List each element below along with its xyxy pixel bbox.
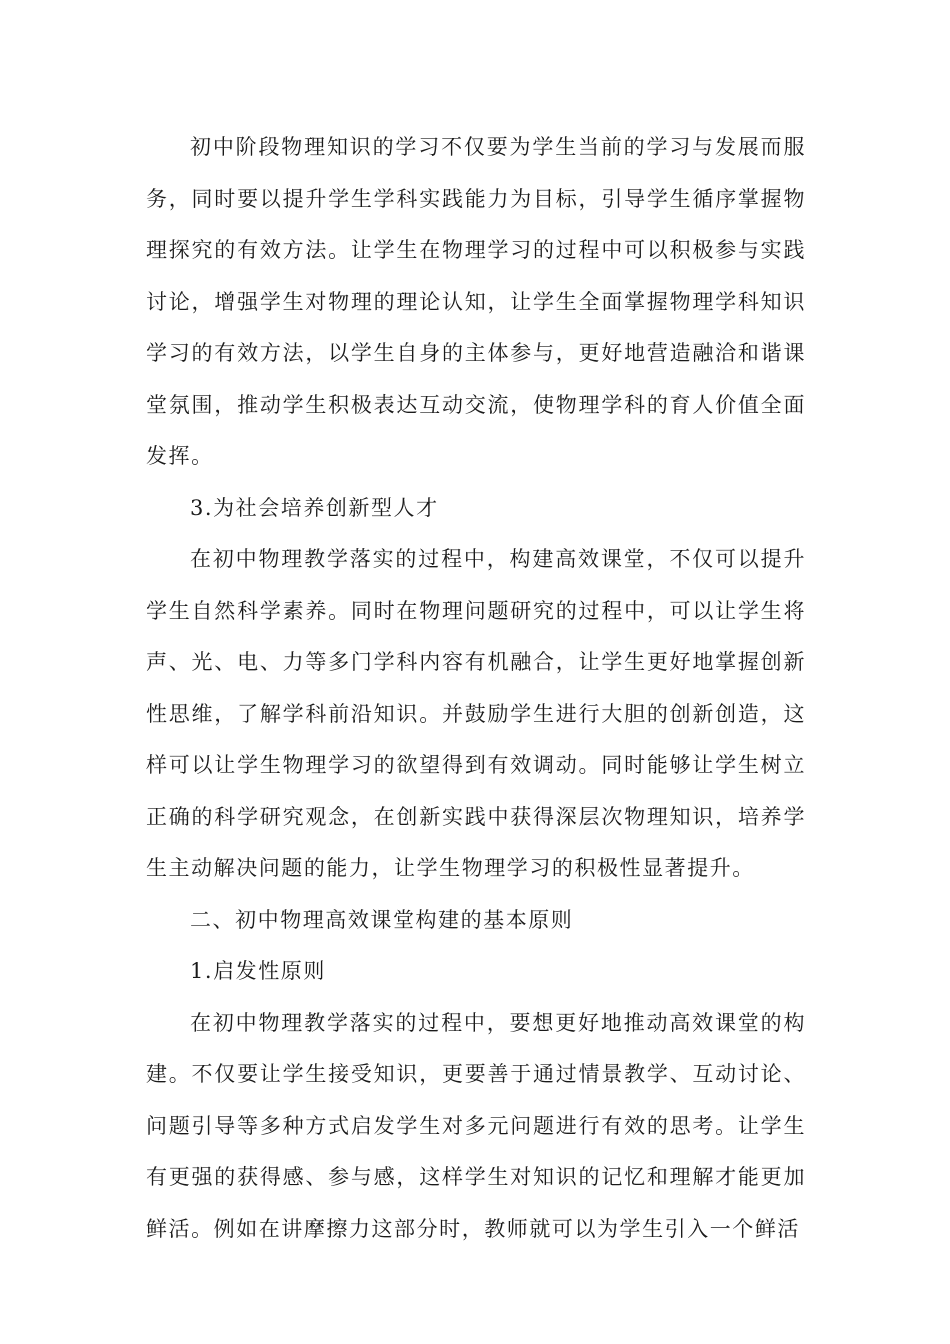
heading-heuristic-principle: 1.启发性原则 <box>190 959 326 983</box>
document-body <box>146 122 806 1255</box>
heading-basic-principles: 二、初中物理高效课堂构建的基本原则 <box>190 907 574 932</box>
paragraph-innovative-talent: 在初中物理教学落实的过程中，构建高效课堂，不仅可以提升学生自然科学素养。同时在物理问题研究的过程中，可以让学生将声、光、电、力等多门学科内容有机融合，让学生更好地掌握创新性思维，了解学科前沿知识。并鼓励学生进行大胆的创新创造，这样可以让学生物理学习的欲望得到有效调动。同时能够让学生树立正确的科学研究观念，在创新实践中获得深层次物理知识，培养学生主动解决问题的能力，让学生物理学习的积极性显著提升。 <box>146 547 806 880</box>
paragraph-physics-learning-purpose: 初中阶段物理知识的学习不仅要为学生当前的学习与发展而服务，同时要以提升学生学科实践能力为目标，引导学生循序掌握物理探究的有效方法。让学生在物理学习的过程中可以积极参与实践讨论，增强学生对物理的理论认知，让学生全面掌握物理学科知识学习的有效方法，以学生自身的主体参与，更好地营造融洽和谐课堂氛围，推动学生积极表达互动交流，使物理学科的育人价值全面发挥。 <box>146 135 806 468</box>
heading-innovative-talent: 3.为社会培养创新型人才 <box>190 495 439 520</box>
paragraph-heuristic-principle: 在初中物理教学落实的过程中，要想更好地推动高效课堂的构建。不仅要让学生接受知识，更要善于通过情景教学、互动讨论、问题引导等多种方式启发学生对多元问题进行有效的思考。让学生有更强的获得感、参与感，这样学生对知识的记忆和理解才能更加鲜活。例如在讲摩擦力这部分时，教师就可以为学生引入一个鲜活 <box>146 1010 806 1241</box>
